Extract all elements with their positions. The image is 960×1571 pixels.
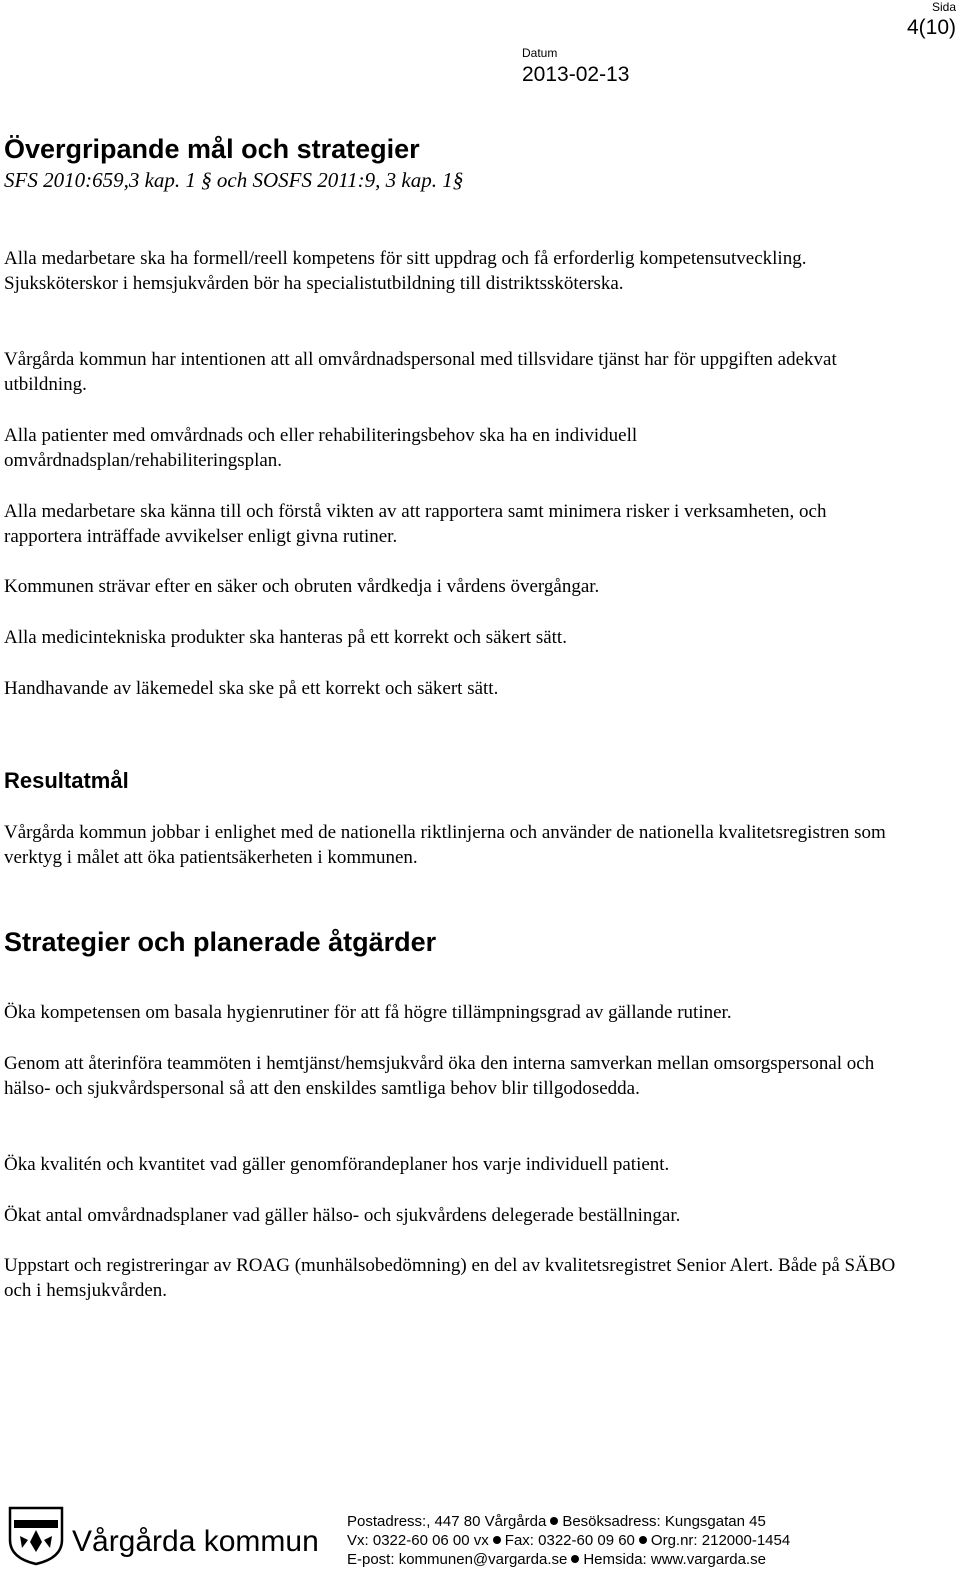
postal-label: Postadress: xyxy=(347,1513,427,1530)
bullet-icon xyxy=(550,1517,558,1525)
paragraph: Handhavande av läkemedel ska ske på ett korrekt och säkert sätt. xyxy=(4,678,499,699)
org-value: 212000-1454 xyxy=(701,1532,791,1549)
fax-label: Fax: xyxy=(504,1532,534,1549)
paragraph: Alla medarbetare ska ha formell/reell kompetens för sitt uppdrag och få erforderlig kompetensutveckling. Sjuksköterskor i hemsjukvården bör ha specialistutbildning till distriktssköterska. xyxy=(4,248,807,294)
page-label: Sida xyxy=(931,0,956,14)
coat-of-arms-icon xyxy=(8,1506,328,1566)
email-label: E-post: xyxy=(347,1551,395,1568)
paragraph: Alla patienter med omvårdnads och eller rehabiliteringsbehov ska ha en individuell omvårdnadsplan/rehabiliteringsplan. xyxy=(4,425,638,471)
paragraph: Öka kvalitén och kvantitet vad gäller genomförandeplaner hos varje individuell patient. xyxy=(4,1154,670,1175)
paragraph: Genom att återinföra teammöten i hemtjänst/hemsjukvård öka den interna samverkan mellan omsorgspersonal och hälso- och sjukvårdspersonal så att den enskildes samtliga behov blir tillgodosedda. xyxy=(4,1053,875,1099)
visit-label: Besöksadress: xyxy=(562,1513,661,1530)
visit-value: Kungsgatan 45 xyxy=(664,1513,766,1530)
email-link[interactable]: kommunen@vargarda.se xyxy=(398,1551,568,1568)
fax-value: 0322-60 09 60 xyxy=(538,1532,635,1549)
legal-reference: SFS 2010:659,3 kap. 1 § och SOSFS 2011:9, 3 kap. 1§ xyxy=(4,168,464,192)
paragraph: Alla medicintekniska produkter ska hanteras på ett korrekt och säkert sätt. xyxy=(4,627,567,648)
bullet-icon xyxy=(493,1536,501,1544)
paragraph: Öka kompetensen om basala hygienrutiner för att få högre tillämpningsgrad av gällande rutiner. xyxy=(4,1002,732,1023)
date-value: 2013-02-13 xyxy=(522,63,630,86)
paragraph: Kommunen strävar efter en säker och obruten vårdkedja i vårdens övergångar. xyxy=(4,576,600,597)
section-title-result-goals: Resultatmål xyxy=(4,768,129,793)
paragraph: Vårgårda kommun jobbar i enlighet med de nationella riktlinjerna och använder de nationella kvalitetsregistren som verktyg i målet att öka patientsäkerheten i kommunen. xyxy=(4,822,886,868)
date-label: Datum xyxy=(522,46,558,60)
paragraph: Ökat antal omvårdnadsplaner vad gäller hälso- och sjukvårdens delegerade beställningar. xyxy=(4,1205,681,1226)
footer-line-web xyxy=(347,1550,790,1569)
page-number: 4(10) xyxy=(906,16,956,39)
footer-contact xyxy=(347,1512,790,1569)
phone-value: 0322-60 06 00 vx xyxy=(372,1532,489,1549)
footer-line-phone xyxy=(347,1531,790,1550)
web-label: Hemsida: xyxy=(583,1551,647,1568)
paragraph: Uppstart och registreringar av ROAG (munhälsobedömning) en del av kvalitetsregistret Senior Alert. Både på SÄBO och i hemsjukvården. xyxy=(4,1255,896,1301)
bullet-icon xyxy=(571,1555,579,1563)
paragraph: Vårgårda kommun har intentionen att all omvårdnadspersonal med tillsvidare tjänst har för uppgiften adekvat utbildning. xyxy=(4,349,837,395)
paragraph: Alla medarbetare ska känna till och förstå vikten av att rapportera samt minimera risker i verksamheten, och rapportera inträffade avvikelser enligt givna rutiner. xyxy=(4,501,827,547)
footer-line-address xyxy=(347,1512,790,1531)
section-title-overall-goals: Övergripande mål och strategier xyxy=(4,134,420,164)
municipality-logo xyxy=(8,1506,328,1566)
postal-value: , 447 80 Vårgårda xyxy=(426,1513,547,1530)
phone-label: Vx: xyxy=(347,1532,369,1549)
org-label: Org.nr: xyxy=(650,1532,698,1549)
section-title-strategies: Strategier och planerade åtgärder xyxy=(4,927,437,957)
bullet-icon xyxy=(639,1536,647,1544)
logo-text: Vårgårda kommun xyxy=(72,1525,319,1558)
website-link[interactable]: www.vargarda.se xyxy=(650,1551,766,1568)
